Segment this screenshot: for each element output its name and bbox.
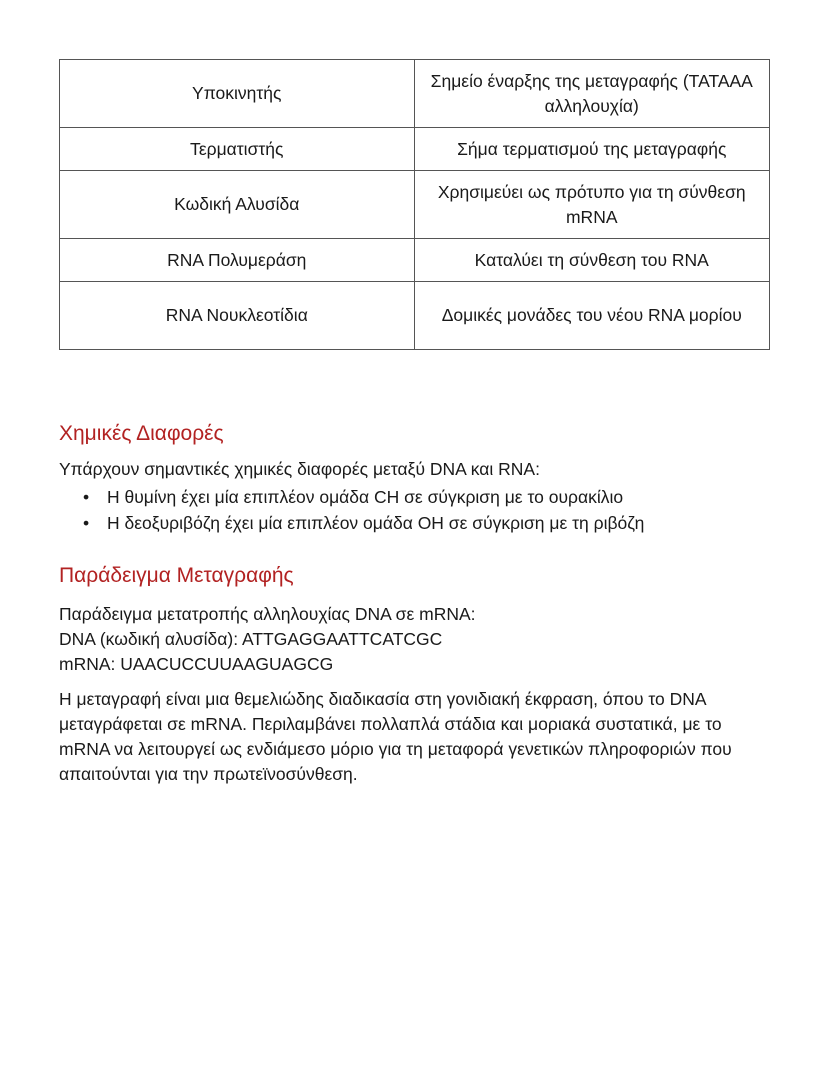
function-cell: Καταλύει τη σύνθεση του RNA — [414, 239, 770, 282]
table-row — [60, 60, 770, 128]
function-cell: Χρησιμεύει ως πρότυπο για τη σύνθεση mRNA — [414, 171, 770, 239]
chemical-differences-intro: Υπάρχουν σημαντικές χημικές διαφορές μεταξύ DNA και RNA: — [59, 459, 540, 479]
transcription-example-heading: Παράδειγμα Μεταγραφής — [59, 564, 294, 587]
components-table — [59, 59, 770, 350]
dna-sequence-line: DNA (κωδική αλυσίδα): ATTGAGGAATTCATCGC — [59, 629, 443, 649]
mrna-sequence-line: mRNA: UAACUCCUUAAGUAGCG — [59, 654, 334, 674]
document-page — [59, 59, 770, 787]
function-cell: Σήμα τερματισμού της μεταγραφής — [414, 128, 770, 171]
table-row — [60, 171, 770, 239]
example-sequences — [59, 602, 770, 677]
bullet-icon: • — [83, 487, 90, 507]
table-row — [60, 128, 770, 171]
list-item — [59, 510, 770, 536]
chemical-differences-heading: Χημικές Διαφορές — [59, 422, 224, 445]
component-cell: Τερματιστής — [60, 128, 415, 171]
example-intro-line: Παράδειγμα μετατροπής αλληλουχίας DNA σε mRNA: — [59, 604, 476, 624]
component-cell: Κωδική Αλυσίδα — [60, 171, 415, 239]
table-row — [60, 282, 770, 350]
bullet-icon: • — [83, 513, 90, 533]
table-row — [60, 239, 770, 282]
list-item-text: Η δεοξυριβόζη έχει μία επιπλέον ομάδα OH σε σύγκριση με τη ριβόζη — [107, 513, 645, 533]
chemical-differences-list — [59, 484, 770, 536]
list-item — [59, 484, 770, 510]
component-cell: Υποκινητής — [60, 60, 415, 128]
summary-paragraph: Η μεταγραφή είναι μια θεμελιώδης διαδικασία στη γονιδιακή έκφραση, όπου το DNA μεταγράφεται σε mRNA. Περιλαμβάνει πολλαπλά στάδια και μοριακά συστατικά, με το mRNA να λειτουργεί ως ενδιάμεσο μόριο για τη μεταφορά γενετικών πληροφοριών που απαιτούνται για την πρωτεϊνοσύνθεση. — [59, 689, 732, 784]
component-cell: RNA Νουκλεοτίδια — [60, 282, 415, 350]
component-cell: RNA Πολυμεράση — [60, 239, 415, 282]
function-cell: Σημείο έναρξης της μεταγραφής (TATAAA αλληλουχία) — [414, 60, 770, 128]
function-cell: Δομικές μονάδες του νέου RNA μορίου — [414, 282, 770, 350]
list-item-text: Η θυμίνη έχει μία επιπλέον ομάδα CH σε σύγκριση με το ουρακίλιο — [107, 487, 624, 507]
